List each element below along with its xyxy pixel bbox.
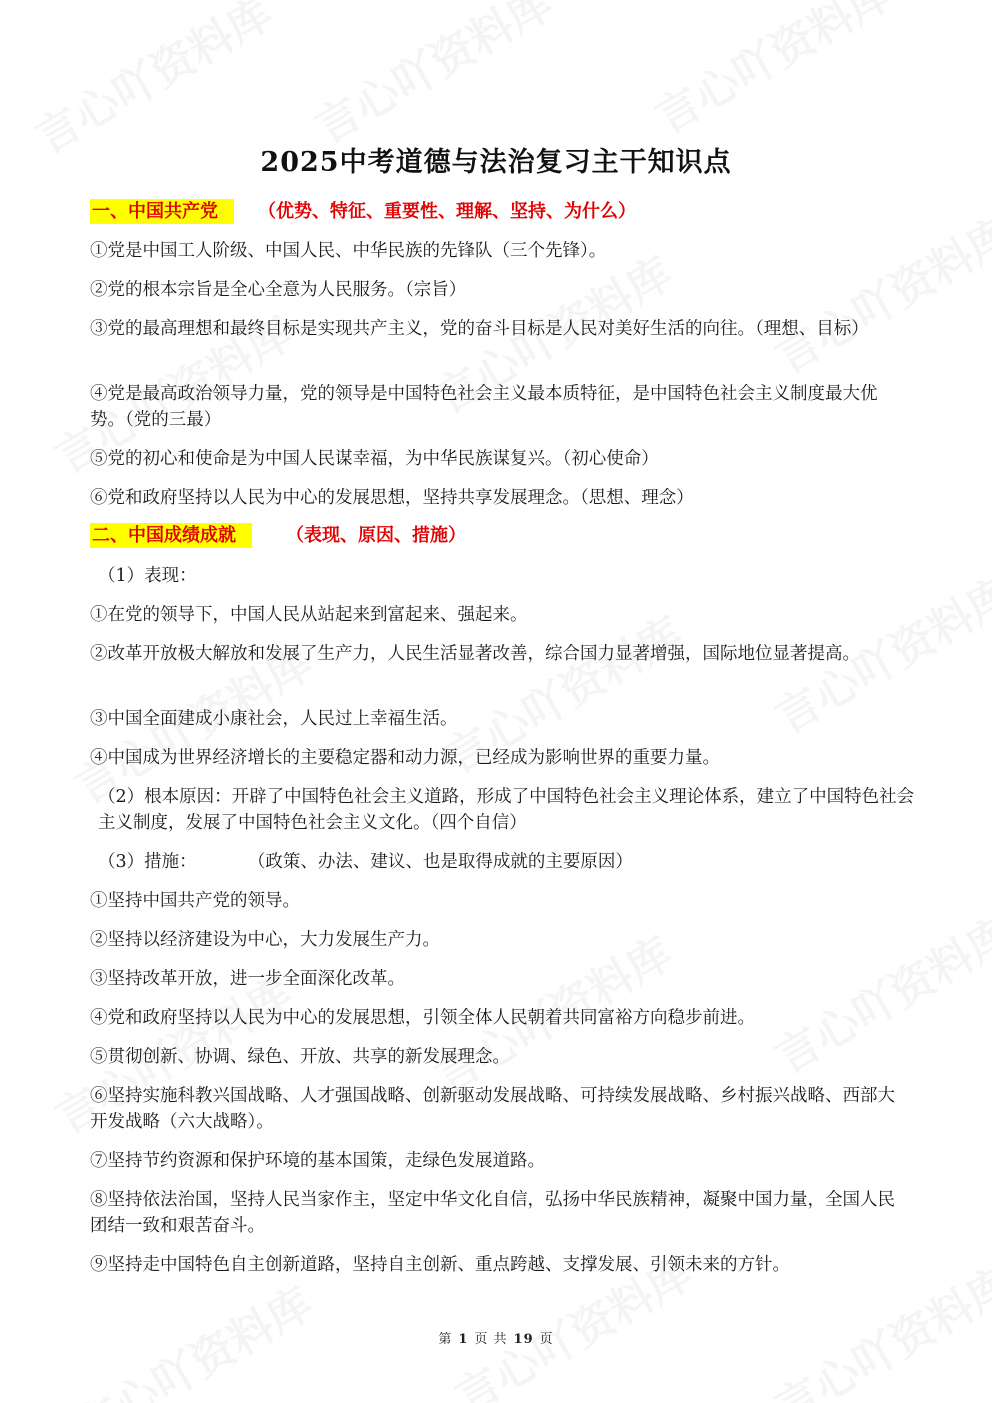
section-1-heading: 一、中国共产党 bbox=[90, 199, 234, 224]
list-item: ③坚持改革开放，进一步全面深化改革。 bbox=[90, 969, 405, 989]
list-item: ⑥坚持实施科教兴国战略、人才强国战略、创新驱动发展战略、可持续发展战略、乡村振兴战略、西部大开发战略（六大战略）。 bbox=[90, 1086, 895, 1132]
page-total: 19 bbox=[513, 1332, 534, 1347]
list-item: ④党是最高政治领导力量，党的领导是中国特色社会主义最本质特征，是中国特色社会主义制度最大优势。（党的三最） bbox=[90, 384, 878, 430]
root-cause-paragraph: （2）根本原因：开辟了中国特色社会主义道路，形成了中国特色社会主义理论体系，建立了中国特色社会主义制度，发展了中国特色社会主义文化。（四个自信） bbox=[98, 787, 915, 833]
list-item: ⑧坚持依法治国，坚持人民当家作主，坚定中华文化自信，弘扬中华民族精神，凝聚中国力量，全国人民团结一致和艰苦奋斗。 bbox=[90, 1190, 895, 1236]
list-item: ①坚持中国共产党的领导。 bbox=[90, 891, 300, 911]
footer-prefix: 第 bbox=[438, 1332, 453, 1347]
subsection-note: （政策、办法、建议、也是取得成就的主要原因） bbox=[256, 852, 633, 872]
list-item: ⑤党的初心和使命是为中国人民谋幸福，为中华民族谋复兴。（初心使命） bbox=[90, 449, 659, 469]
list-item: ③党的最高理想和最终目标是实现共产主义，党的奋斗目标是人民对美好生活的向往。（理想、目标） bbox=[90, 319, 869, 339]
list-item: ⑦坚持节约资源和保护环境的基本国策，走绿色发展道路。 bbox=[90, 1151, 545, 1171]
list-item: ②党的根本宗旨是全心全意为人民服务。（宗旨） bbox=[90, 280, 467, 300]
list-item: ⑨坚持走中国特色自主创新道路，坚持自主创新、重点跨越、支撑发展、引领未来的方针。 bbox=[90, 1255, 790, 1275]
list-item: ②坚持以经济建设为中心，大力发展生产力。 bbox=[90, 930, 440, 950]
section-2-note: （表现、原因、措施） bbox=[286, 525, 466, 546]
section-2-heading-row bbox=[90, 523, 910, 549]
list-item: ⑥党和政府坚持以人民为中心的发展思想，坚持共享发展理念。（思想、理念） bbox=[90, 488, 694, 508]
section-1-heading-row bbox=[90, 199, 910, 225]
section-2-heading: 二、中国成绩成就 bbox=[90, 523, 252, 548]
list-item: ②改革开放极大解放和发展了生产力，人民生活显著改善，综合国力显著增强，国际地位显著提高。 bbox=[90, 644, 860, 664]
list-item: ⑤贯彻创新、协调、绿色、开放、共享的新发展理念。 bbox=[90, 1047, 510, 1067]
footer-suffix: 页 bbox=[539, 1332, 554, 1347]
list-item: ④中国成为世界经济增长的主要稳定器和动力源，已经成为影响世界的重要力量。 bbox=[90, 748, 720, 768]
page-number: 1 bbox=[458, 1332, 469, 1347]
page-footer bbox=[0, 1328, 992, 1347]
page-title: 2025中考道德与法治复习主干知识点 bbox=[260, 147, 732, 178]
footer-mid: 页 共 bbox=[474, 1332, 508, 1347]
subsection-3-row bbox=[90, 849, 918, 875]
list-item: ①在党的领导下，中国人民从站起来到富起来、强起来。 bbox=[90, 605, 528, 625]
list-item: ④党和政府坚持以人民为中心的发展思想，引领全体人民朝着共同富裕方向稳步前进。 bbox=[90, 1008, 755, 1028]
section-1-note: （优势、特征、重要性、理解、坚持、为什么） bbox=[258, 201, 636, 222]
list-item: ①党是中国工人阶级、中国人民、中华民族的先锋队（三个先锋）。 bbox=[90, 241, 607, 261]
list-item: ③中国全面建成小康社会，人民过上幸福生活。 bbox=[90, 709, 458, 729]
subsection-label: （1）表现： bbox=[98, 566, 197, 586]
subsection-label: （3）措施： bbox=[98, 852, 197, 872]
